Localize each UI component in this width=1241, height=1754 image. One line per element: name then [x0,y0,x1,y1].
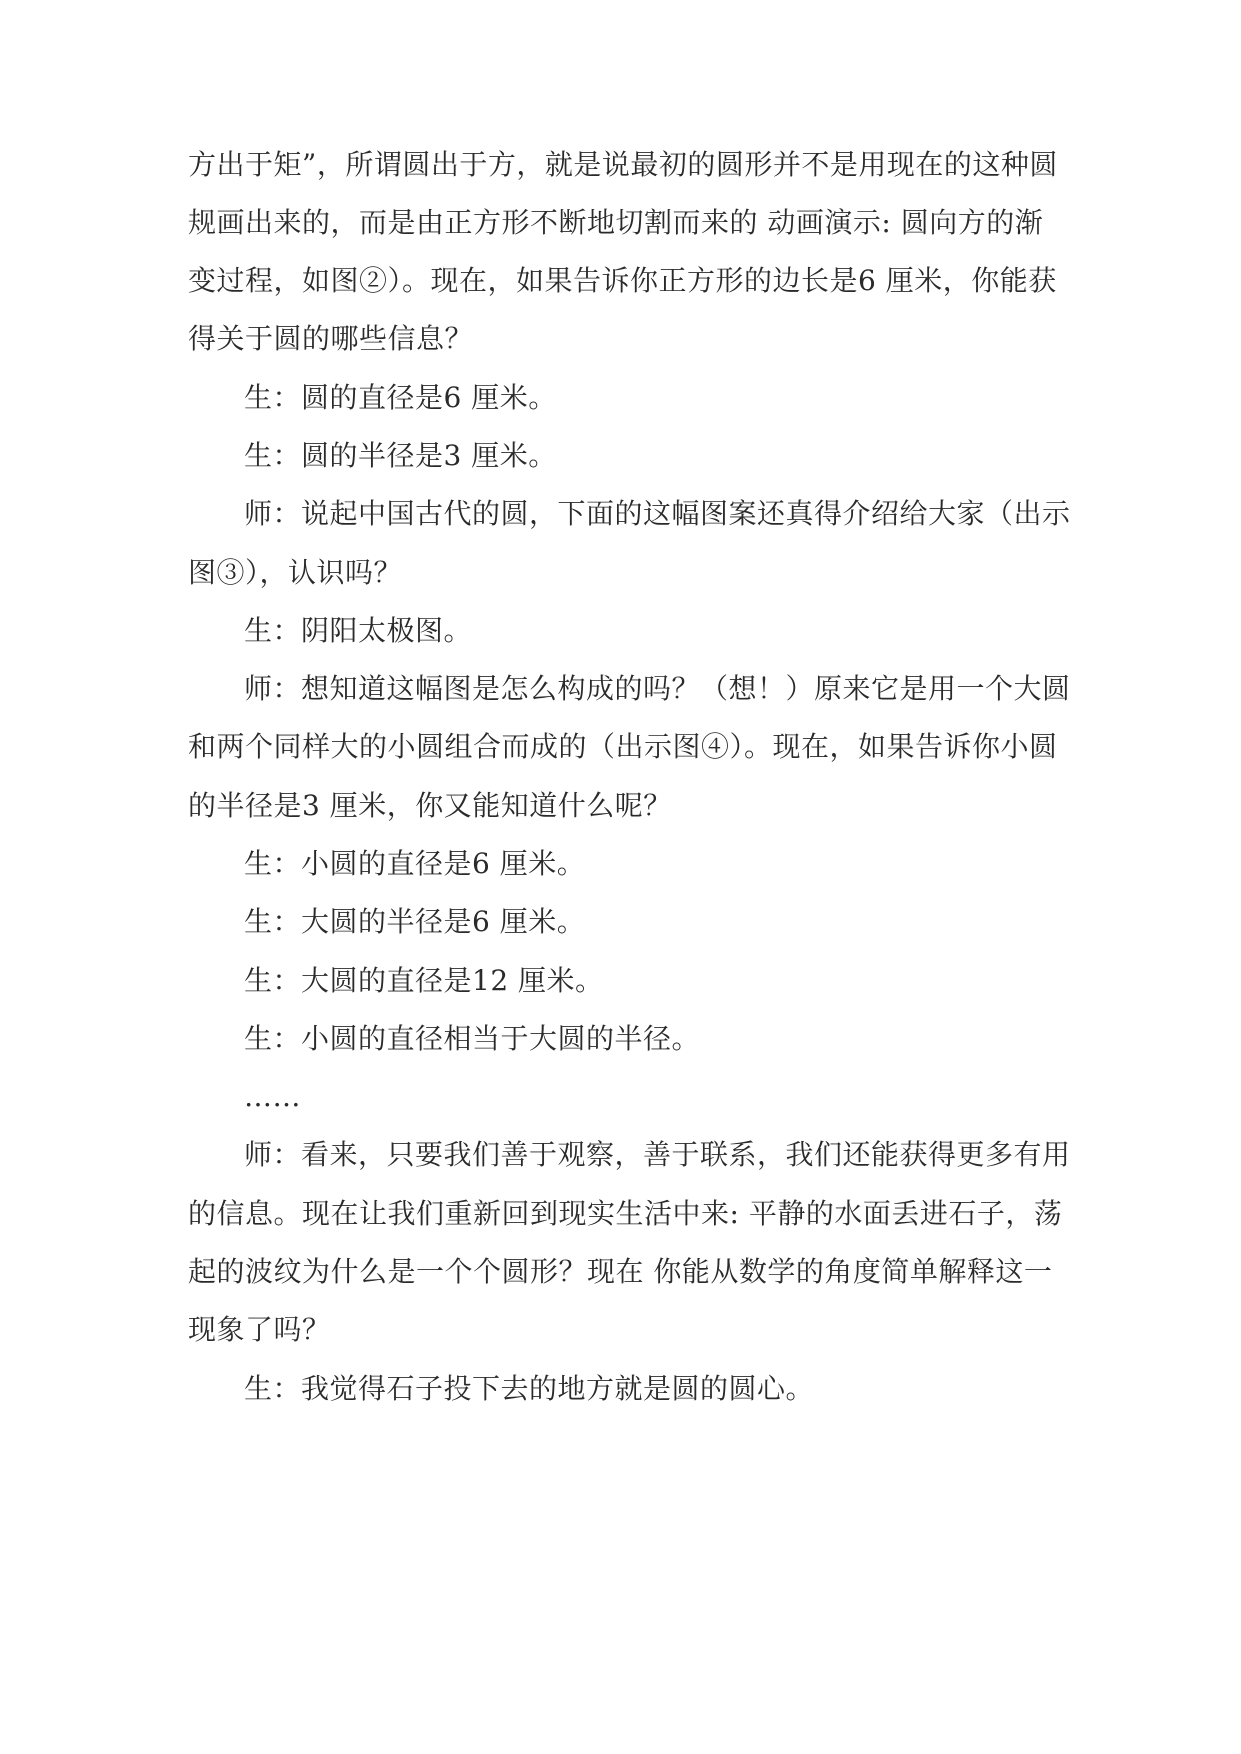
text-line-22: 生：我觉得石子投下去的地方就是圆的圆心。 [244,1372,815,1405]
text-line-2: 规画出来的，而是由正方形不断地切割而来的 动画演示: 圆向方的渐 [188,206,1044,239]
text-line-1: 方出于矩”，所谓圆出于方，就是说最初的圆形并不是用现在的这种圆 [188,148,1058,181]
text-line-21: 现象了吗？ [188,1313,331,1346]
text-line-9: 生：阴阳太极图。 [244,614,473,647]
text-line-15: 生：大圆的直径是12 厘米。 [244,964,604,997]
text-line-7: 师：说起中国古代的圆，下面的这幅图案还真得介绍给大家（出示 [244,497,1071,530]
text-line-17: …… [244,1080,301,1113]
text-line-18: 师：看来，只要我们善于观察，善于联系，我们还能获得更多有用 [244,1138,1071,1171]
text-line-4: 得关于圆的哪些信息？ [188,322,474,355]
text-line-10: 师：想知道这幅图是怎么构成的吗？（想！）原来它是用一个大圆 [244,672,1071,705]
text-line-14: 生：大圆的半径是6 厘米。 [244,905,586,938]
text-line-6: 生：圆的半径是3 厘米。 [244,439,557,472]
text-line-19: 的信息。现在让我们重新回到现实生活中来: 平静的水面丢进石子，荡 [188,1197,1063,1230]
text-line-13: 生：小圆的直径是6 厘米。 [244,847,586,880]
text-line-8: 图③），认识吗？ [188,556,403,589]
text-line-3: 变过程，如图②）。现在，如果告诉你正方形的边长是6 厘米，你能获 [188,264,1057,297]
text-line-11: 和两个同样大的小圆组合而成的（出示图④）。现在，如果告诉你小圆 [188,730,1058,763]
text-line-12: 的半径是3 厘米，你又能知道什么呢？ [188,789,672,822]
text-line-5: 生：圆的直径是6 厘米。 [244,381,557,414]
text-line-16: 生：小圆的直径相当于大圆的半径。 [244,1022,701,1055]
text-line-20: 起的波纹为什么是一个个圆形？现在 你能从数学的角度简单解释这一 [188,1255,1053,1288]
